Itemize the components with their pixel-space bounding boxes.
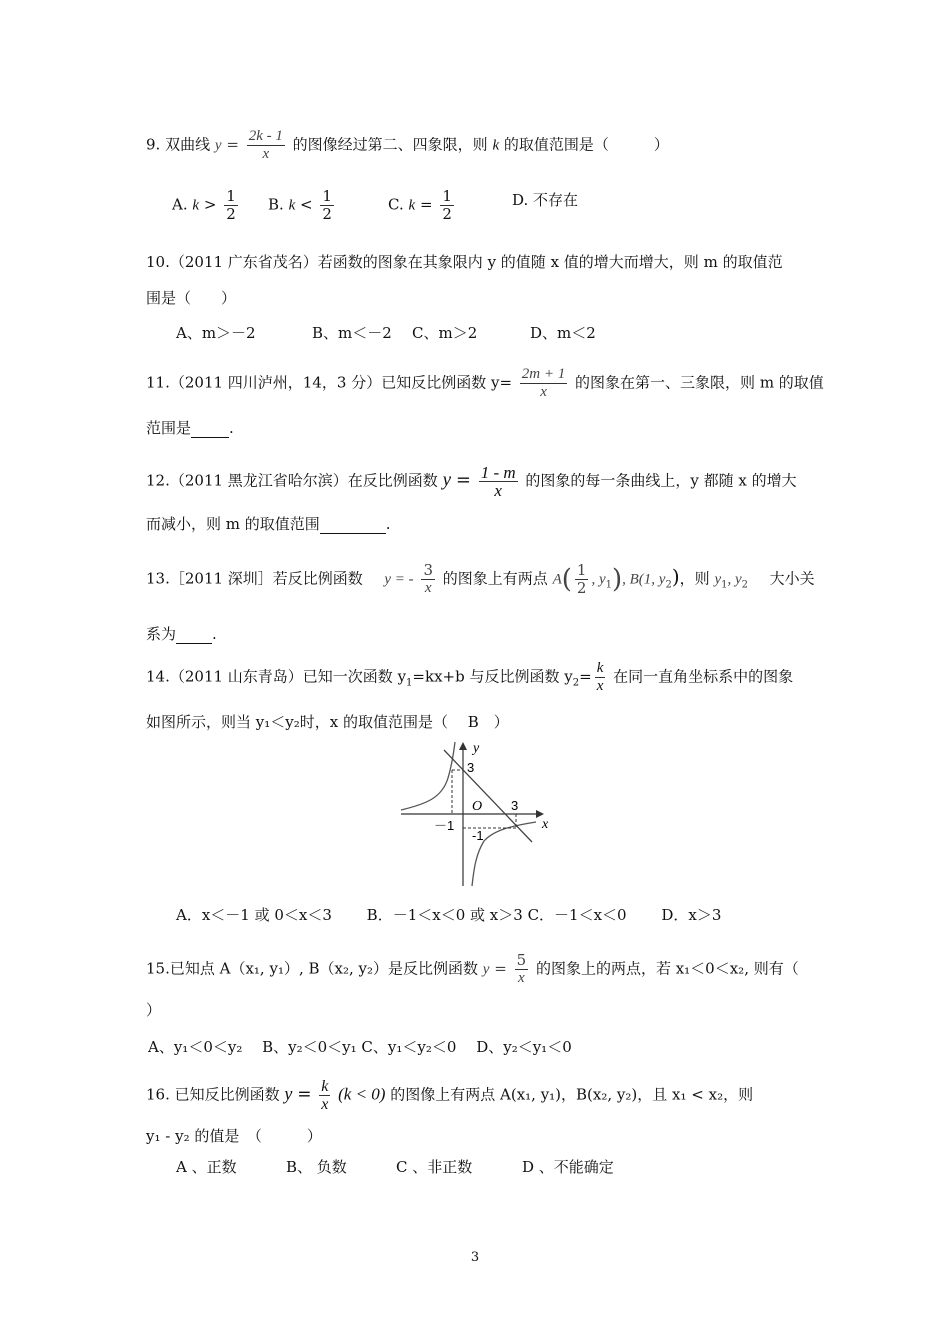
q16-option-c: C 、非正数 xyxy=(396,1158,473,1176)
q9-eq: = xyxy=(226,135,239,154)
q14-options: A．x＜－1 或 0＜x＜3 B．－1＜x＜0 或 x＞3 C．－1＜x＜0 D．x＞3 xyxy=(176,906,722,924)
q12-line1: 12.（2011 黑龙江省哈尔滨）在反比例函数 y = $\frac{1 - m}{x}$ 的图象的每一条曲线上，y 都随 x 的增大 xyxy=(146,463,797,500)
q13-answer-blank[interactable] xyxy=(176,627,212,644)
q9-k: k xyxy=(492,137,500,154)
q9-text-mid: 的图像经过第二、四象限，则 xyxy=(292,135,488,154)
q14-fraction: $\frac{k}{x}$ xyxy=(596,660,604,694)
tick-x-minus1: －1 xyxy=(434,818,455,833)
q11-line2: 范围是 . xyxy=(146,419,234,437)
q11-line1: 11.（2011 四川泸州，14，3 分）已知反比例函数 y= $\frac{2m + 1}{x}$ 的图象在第一、三象限，则 m 的取值 xyxy=(146,366,824,400)
q9-text-post: 的取值范围是（ ） xyxy=(503,135,669,154)
q16-line2: y₁ - y₂ 的值是 （ ） xyxy=(146,1127,322,1145)
q9-fraction: $\frac{2k - 1}{x}$ xyxy=(248,128,283,162)
q10-option-b: B、m＜－2 xyxy=(312,324,392,342)
q9-line xyxy=(146,128,669,163)
q10-line1: 10.（2011 广东省茂名）若函数的图象在其象限内 y 的值随 x 值的增大而增大，则 m 的取值范 xyxy=(146,253,783,271)
x-axis-label: x xyxy=(542,817,549,832)
q13-line2: 系为 . xyxy=(146,625,217,643)
q12-fraction: $\frac{1 - m}{x}$ xyxy=(480,463,516,500)
q15-options: A、y₁＜0＜y₂ B、y₂＜0＜y₁ C、y₁＜y₂＜0 D、y₂＜y₁＜0 xyxy=(148,1038,572,1056)
q15-line2: ） xyxy=(146,1001,162,1019)
q10-option-a: A、m＞－2 xyxy=(176,324,256,342)
origin-label: O xyxy=(472,799,483,814)
q14-graph xyxy=(396,738,556,890)
page-number: 3 xyxy=(470,1250,480,1265)
q16-fraction: $\frac{k}{x}$ xyxy=(321,1078,329,1113)
q9-y: y xyxy=(214,137,222,154)
q15-fraction: $\frac{5}{x}$ xyxy=(516,951,527,986)
q14-line2: 如图所示，则当 y₁＜y₂时，x 的取值范围是（ B ） xyxy=(146,713,509,731)
q11-fraction: $\frac{2m + 1}{x}$ xyxy=(521,366,566,400)
q16-option-a: A 、正数 xyxy=(176,1158,237,1176)
q12-answer-blank[interactable] xyxy=(320,517,386,534)
q10-option-c: C、m＞2 xyxy=(412,324,478,342)
tick-y-minus1: -1 xyxy=(472,828,484,843)
q13-func-fraction: $\frac{3}{x}$ xyxy=(423,561,433,596)
tick-x-3: 3 xyxy=(511,798,519,813)
q16-line1: 16. 已知反比例函数 y = $\frac{k}{x}$ (k < 0) 的图像上有两点 A(x₁, y₁)，B(x₂, y₂)，且 x₁ < x₂，则 xyxy=(146,1078,754,1113)
q9-option-a: A. k > $\frac{1}{2}$ xyxy=(172,187,236,223)
q16-option-d: D 、不能确定 xyxy=(522,1158,614,1176)
y-axis-arrow xyxy=(459,742,467,750)
q9-text-pre: 双曲线 xyxy=(165,135,211,154)
q9-option-c: C. k = $\frac{1}{2}$ xyxy=(388,187,452,223)
y-axis-label: y xyxy=(473,741,480,756)
tick-y-3: 3 xyxy=(467,760,475,775)
q15-line1: 15.已知点 A（x₁, y₁）, B（x₂, y₂）是反比例函数 y = $\frac{5}{x}$ 的图象上的两点，若 x₁＜0＜x₂, 则有（ xyxy=(146,951,799,986)
q13-line1: 13.［2011 深圳］若反比例函数 y = - $\frac{3}{x}$ 的图象上有两点 A( $\frac{1}{2}$ , $y_1$), B(1, $y_2$)，则 $y_1$, $y_2$ 大小关 xyxy=(146,561,815,597)
q12-line2: 而减小，则 m 的取值范围 . xyxy=(146,515,391,533)
q11-answer-blank[interactable] xyxy=(191,421,229,438)
q16-option-b: B、 负数 xyxy=(286,1158,347,1176)
q14-line1: 14.（2011 山东青岛）已知一次函数 $y_1=kx+b$ 与反比例函数 $y_2=$ $\frac{k}{x}$ 在同一直角坐标系中的图象 xyxy=(146,660,794,694)
q10-option-d: D、m＜2 xyxy=(530,324,596,342)
q10-line2: 围是（ ） xyxy=(146,289,237,307)
q9-number: 9. xyxy=(146,135,161,154)
q9-option-d: D. 不存在 xyxy=(512,191,579,209)
q9-option-b: B. k < $\frac{1}{2}$ xyxy=(268,187,332,223)
